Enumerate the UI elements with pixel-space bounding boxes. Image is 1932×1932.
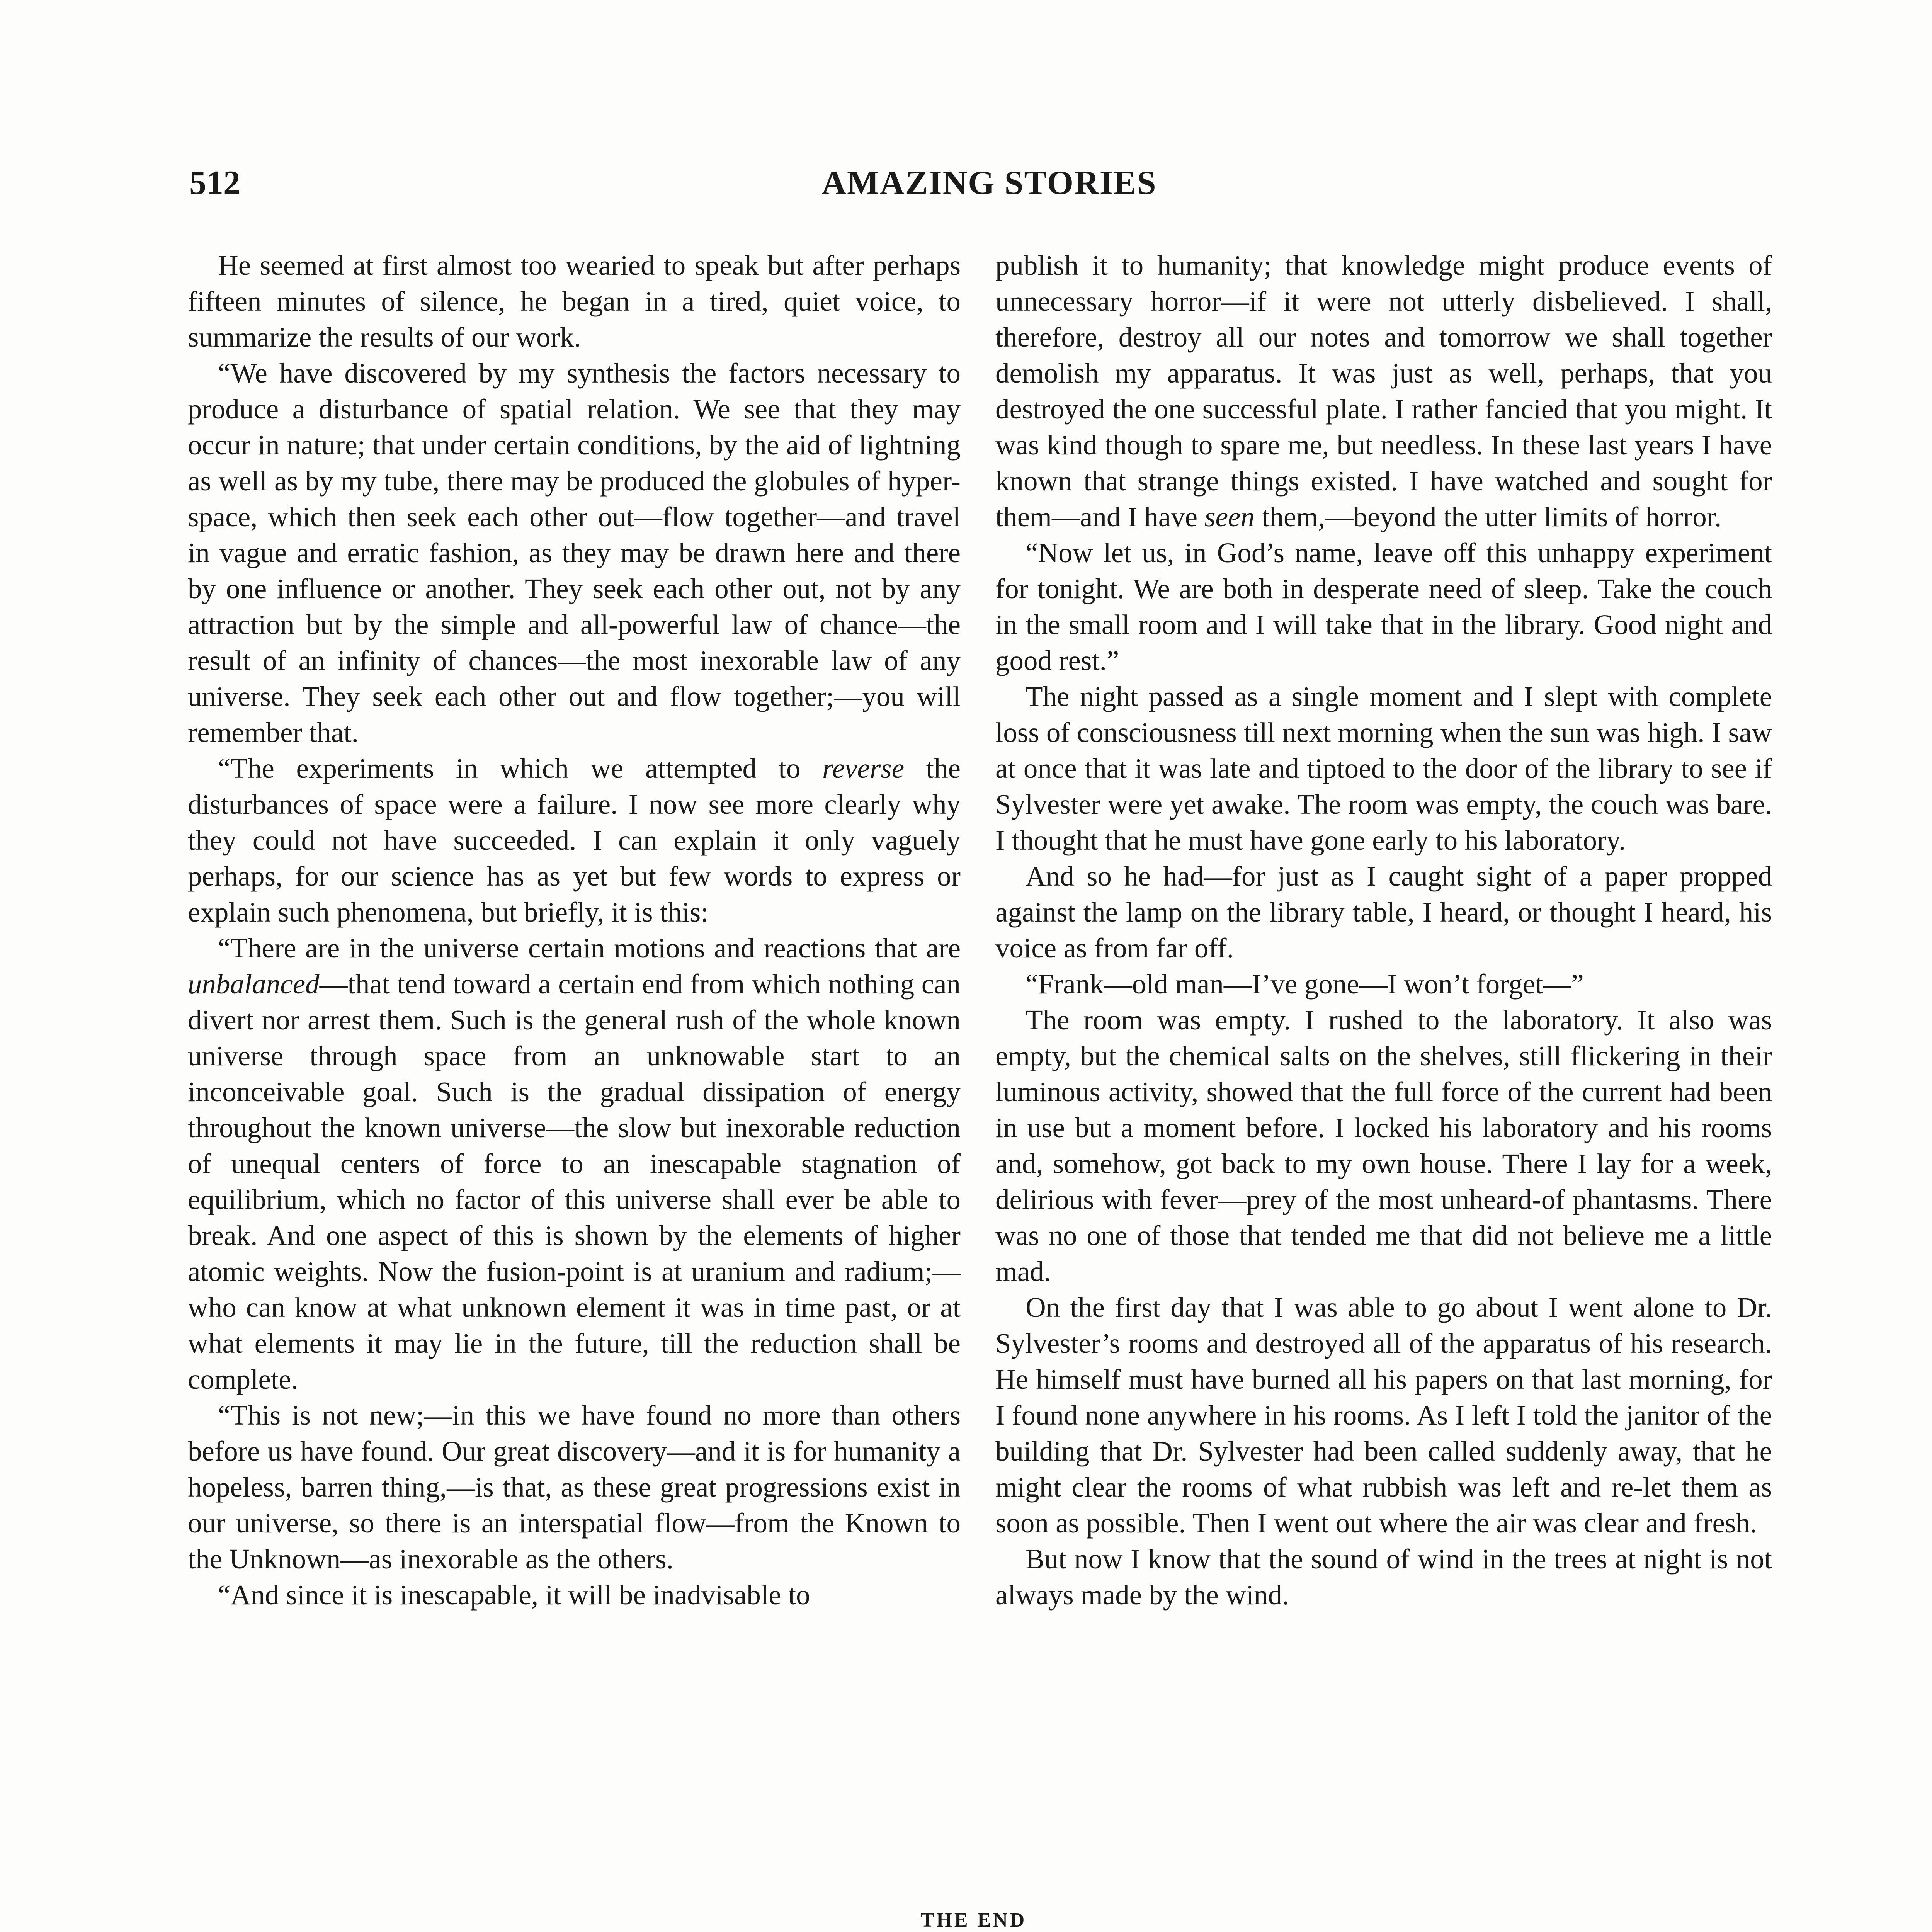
paragraph: On the first day that I was able to go about I went alone to Dr. Sylvester’s rooms and destroyed all of the apparatus of his research. He himself must have burned all his papers on that last morning, for I found none anywhere in his rooms. As I left I told the janitor of the building that Dr. Sylvester had been called suddenly away, that he might clear the rooms of what rubbish was left and re-let them as soon as possible. Then I went out where the air was clear and fresh. xyxy=(995,1292,1772,1539)
running-head: AMAZING STORIES xyxy=(821,164,1157,202)
paragraph: The room was empty. I rushed to the laboratory. It also was empty, but the chemical salts on the shelves, still flickering in their luminous activity, showed that the full force of the current had been in use but a moment before. I locked his laboratory and his rooms and, somehow, got back to my own house. There I lay for a week, delirious with fever—prey of the most unheard-of phantasms. There was no one of those that tended me that did not believe me a little mad. xyxy=(995,1004,1772,1287)
left-column xyxy=(188,247,961,1613)
paragraph: “This is not new;—in this we have found no more than others before us have found. Our great discovery—and it is for humanity a hopeless, barren thing,—is that, as these great progressions exist in our universe, so there is an interspatial flow—from the Known to the Unknown—as inexorable as the others. xyxy=(188,1400,961,1575)
paragraph: And so he had—for just as I caught sight of a paper propped against the lamp on the library table, I heard, or thought I heard, his voice as from far off. xyxy=(995,861,1772,964)
right-column xyxy=(995,247,1772,1613)
paragraph: But now I know that the sound of wind in the trees at night is not always made by the wind. xyxy=(995,1543,1772,1611)
emphasis: seen xyxy=(1204,501,1255,532)
paragraph: “And since it is inescapable, it will be inadvisable to xyxy=(218,1579,810,1611)
emphasis: reverse xyxy=(822,753,905,784)
paragraph: The night passed as a single moment and I slept with complete loss of consciousness till next morning when the sun was high. I saw at once that it was late and tiptoed to the door of the library to see if Sylvester were yet awake. The room was empty, the couch was bare. I thought that he must have gone early to his laboratory. xyxy=(995,681,1772,856)
page-number: 512 xyxy=(189,164,240,202)
paragraph: “There are in the universe certain motions and reactions that are unbalanced—that tend toward a certain end from which nothing can divert nor arrest them. Such is the general rush of the whole known universe through space from an unknowable start to an inconceivable goal. Such is the gradual dissipation of energy throughout the known universe—the slow but inexorable reduction of unequal centers of force to an inescapable stagnation of equilibrium, which no factor of this universe shall ever be able to break. And one aspect of this is shown by the elements of higher atomic weights. Now the fusion-point is at uranium and radium;—who can know at what unknown element it was in time past, or at what elements it may lie in the future, till the reduction shall be complete. xyxy=(188,932,961,1395)
paragraph: “The experiments in which we attempted to reverse the disturbances of space were a failure. I now see more clearly why they could not have succeeded. I can explain it only vaguely perhaps, for our science has as yet but few words to express or explain such phenomena, but briefly, it is this: xyxy=(188,753,961,928)
the-end-label: THE END xyxy=(920,1909,1027,1931)
emphasis: unbalanced xyxy=(188,968,320,1000)
paragraph: He seemed at first almost too wearied to speak but after perhaps fifteen minutes of silence, he began in a tired, quiet voice, to summarize the results of our work. xyxy=(188,250,961,353)
paragraph: “Now let us, in God’s name, leave off this unhappy experiment for tonight. We are both in desperate need of sleep. Take the couch in the small room and I will take that in the library. Good night and good rest.” xyxy=(995,537,1772,676)
paragraph: publish it to humanity; that knowledge might produce events of unnecessary horror—if it were not utterly disbelieved. I shall, therefore, destroy all our notes and tomorrow we shall together demolish my apparatus. It was just as well, perhaps, that you destroyed the one successful plate. I rather fancied that you might. It was kind though to spare me, but needless. In these last years I have known that strange things existed. I have watched and sought for them—and I have seen them,—beyond the utter limits of horror. xyxy=(995,250,1772,532)
paragraph: “Frank—old man—I’ve gone—I won’t forget—” xyxy=(1026,968,1584,1000)
paragraph: “We have discovered by my synthesis the factors necessary to produce a disturbance of spatial relation. We see that they may occur in nature; that under certain conditions, by the aid of lightning as well as by my tube, there may be produced the globules of hyper-space, which then seek each other out—flow together—and travel in vague and erratic fashion, as they may be drawn here and there by one influence or another. They seek each other out, not by any attraction but by the simple and all-powerful law of chance—the result of an infinity of chances—the most inexorable law of any universe. They seek each other out and flow together;—you will remember that. xyxy=(188,357,961,748)
